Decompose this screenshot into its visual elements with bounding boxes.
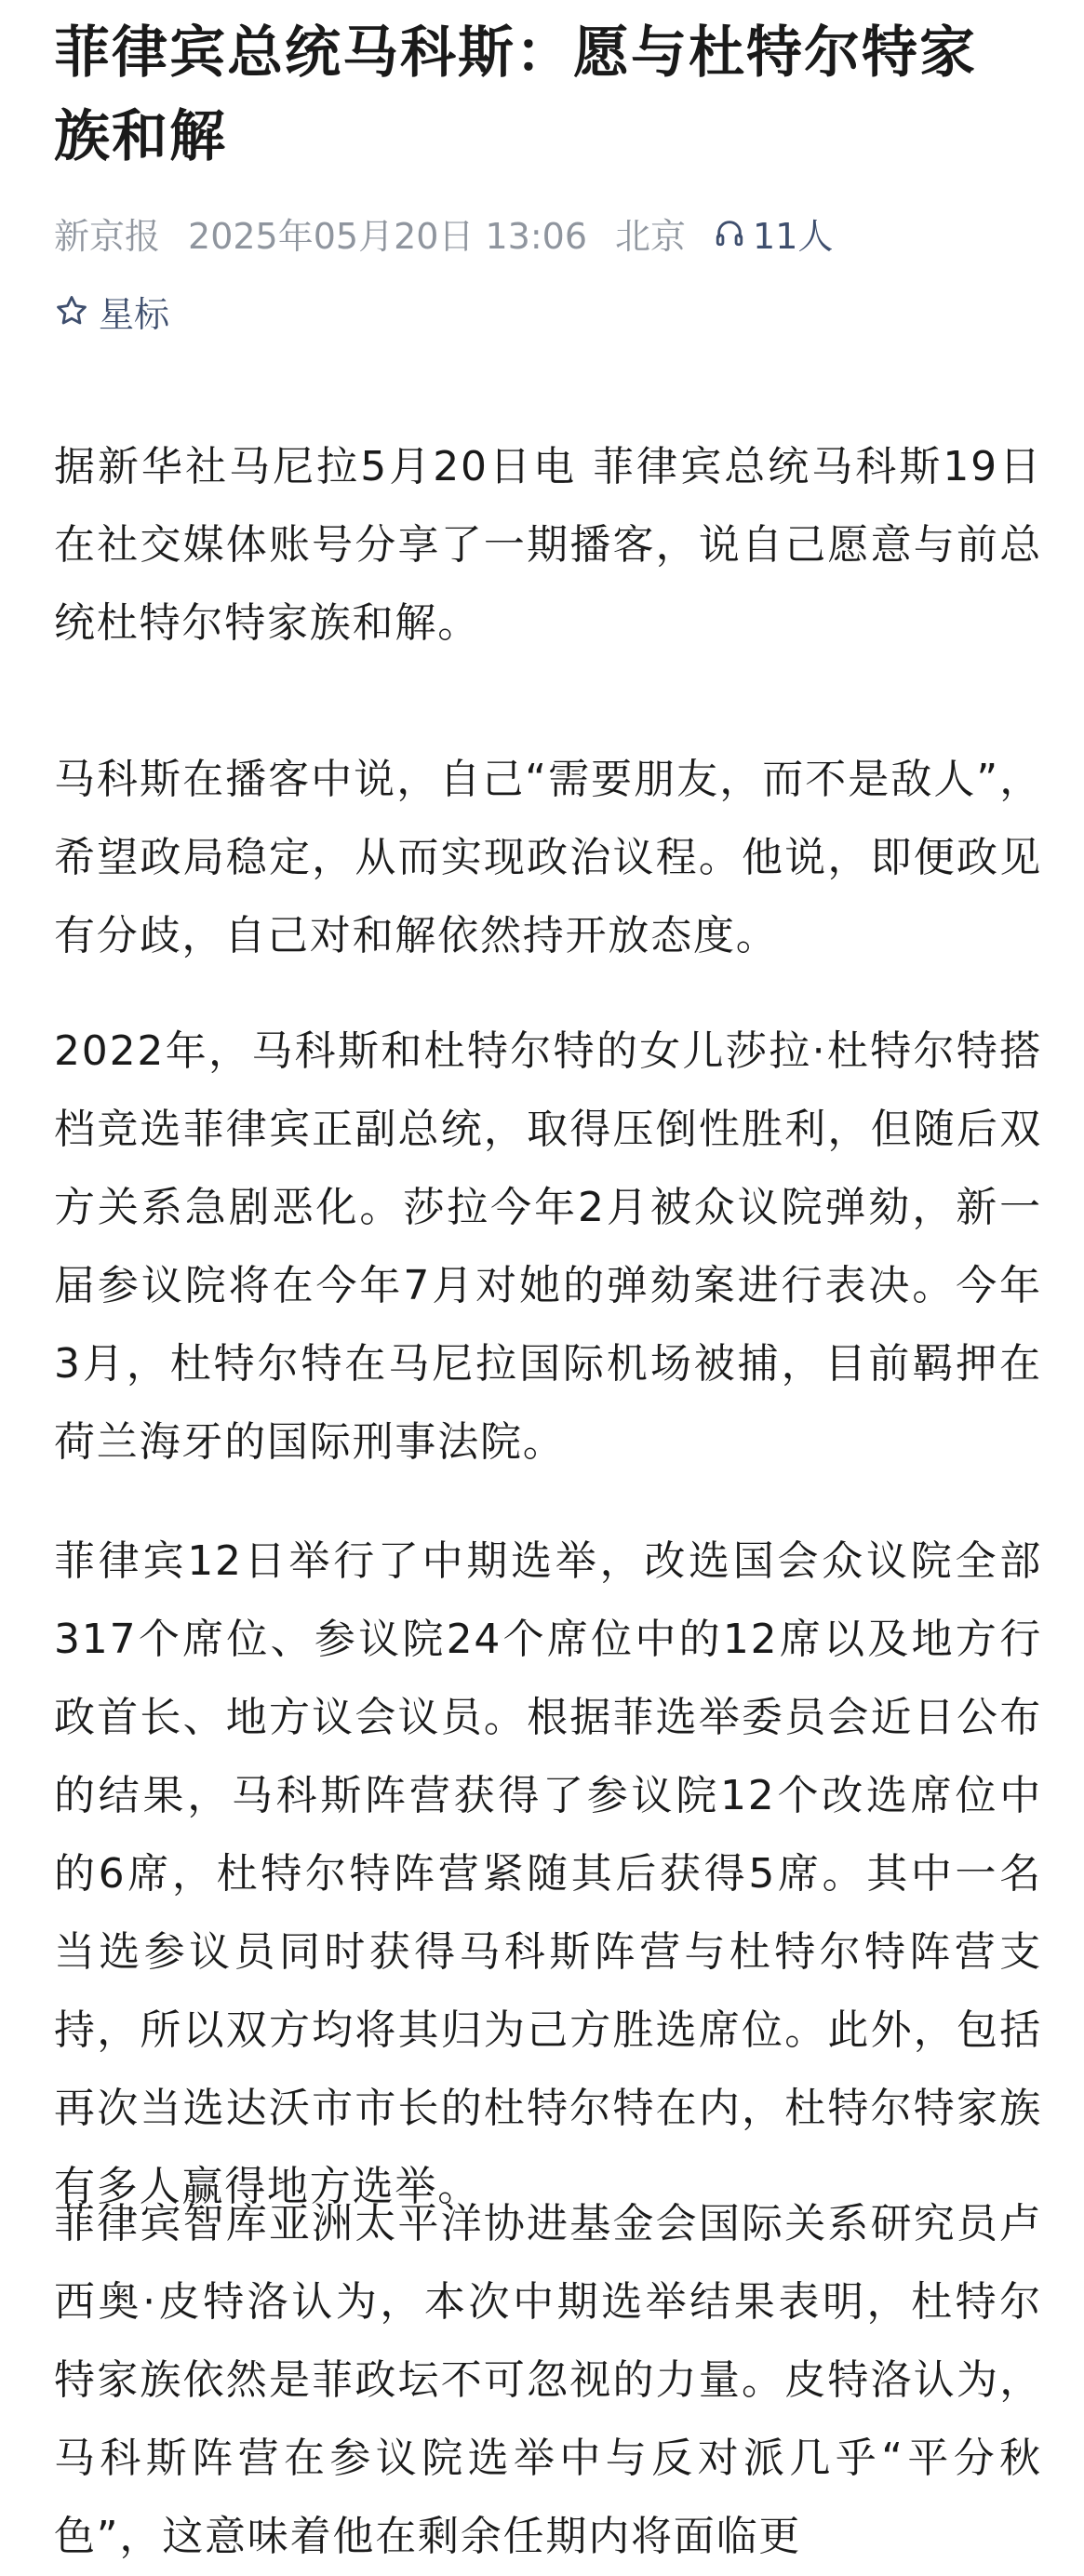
article-datetime: 2025年05月20日 13:06 [188,215,588,257]
article-source[interactable]: 新京报 [54,215,161,257]
paragraph-1: 据新华社马尼拉5月20日电 菲律宾总统马科斯19日在社交媒体账号分享了一期播客，说自己愿意与前总统杜特尔特家族和解。 [54,443,1042,647]
star-icon [54,293,89,329]
article-meta [54,207,833,259]
listen-button[interactable] [714,208,833,259]
paragraph-5: 菲律宾智库亚洲太平洋协进基金会国际关系研究员卢西奥·皮特洛认为，本次中期选举结果表明，杜特尔特家族依然是菲政坛不可忽视的力量。皮特洛认为，马科斯阵营在参议院选举中与反对派几乎“平分秋色”，这意味着他在剩余任期内将面临更 [54,2200,1042,2560]
star-button[interactable] [54,285,169,337]
paragraph-2: 马科斯在播客中说，自己“需要朋友，而不是敌人”，希望政局稳定，从而实现政治议程。他说，即便政见有分歧，自己对和解依然持开放态度。 [54,756,1042,959]
article-title: 菲律宾总统马科斯：愿与杜特尔特家族和解 [54,20,977,169]
headphones-icon [714,217,745,248]
listener-count: 11人 [753,215,834,257]
paragraph-3: 2022年，马科斯和杜特尔特的女儿莎拉·杜特尔特搭档竞选菲律宾正副总统，取得压倒性胜利，但随后双方关系急剧恶化。莎拉今年2月被众议院弹劾，新一届参议院将在今年7月对她的弹劾案进行表决。今年3月，杜特尔特在马尼拉国际机场被捕，目前羁押在荷兰海牙的国际刑事法院。 [54,1027,1042,1466]
article-location: 北京 [615,215,687,257]
star-label: 星标 [99,293,170,335]
paragraph-4: 菲律宾12日举行了中期选举，改选国会众议院全部317个席位、参议院24个席位中的12席以及地方行政首长、地方议会议员。根据菲选举委员会近日公布的结果，马科斯阵营获得了参议院12个改选席位中的6席，杜特尔特阵营紧随其后获得5席。其中一名当选参议员同时获得马科斯阵营与杜特尔特阵营支持，所以双方均将其归为己方胜选席位。此外，包括再次当选达沃市市长的杜特尔特在内，杜特尔特家族有多人赢得地方选举。 [54,1537,1042,2210]
